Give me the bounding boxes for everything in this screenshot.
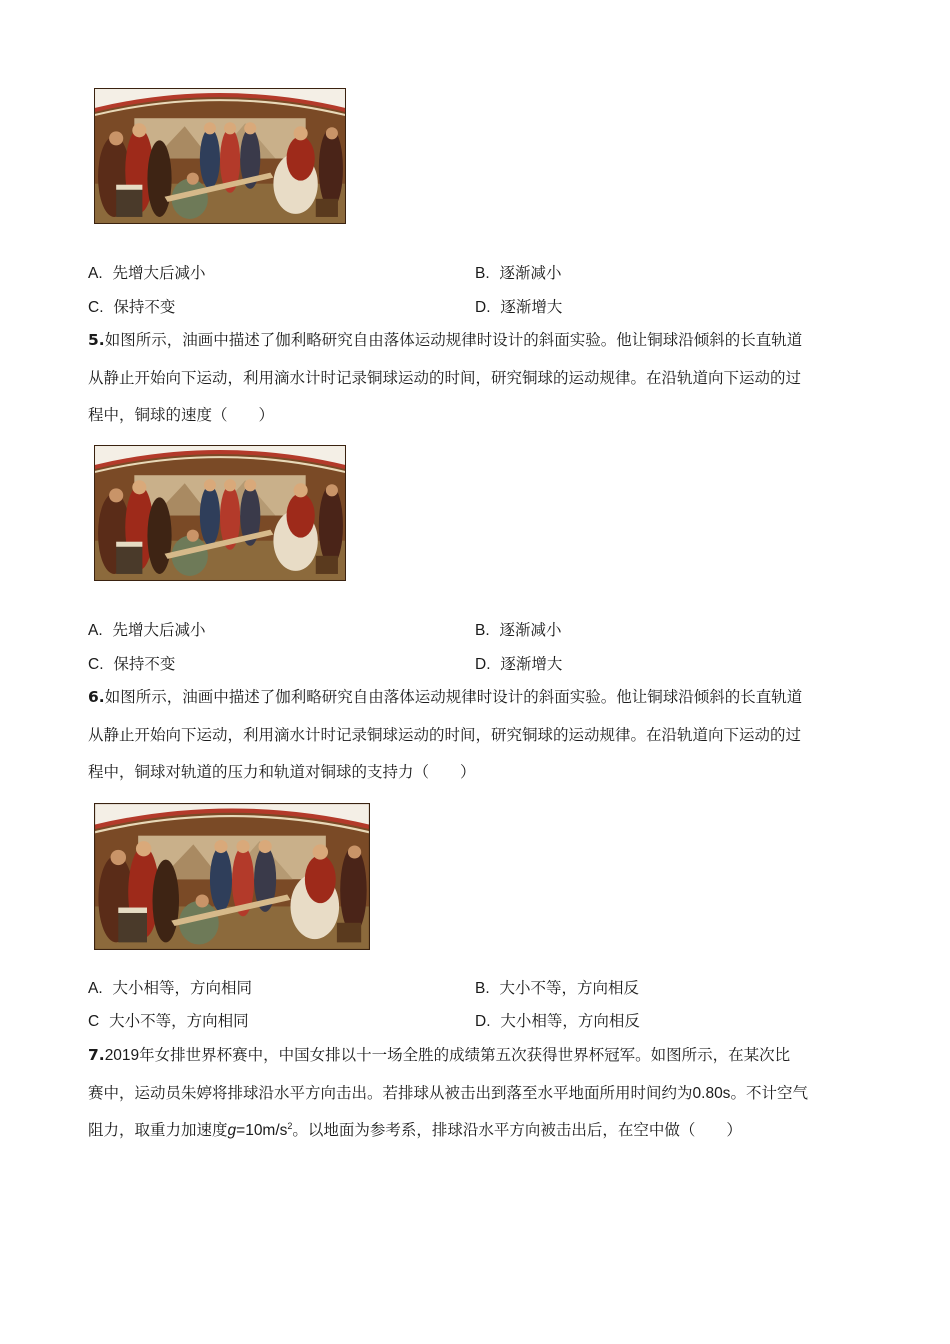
question-number: 6.: [88, 688, 105, 706]
option-text: 逐渐增大: [500, 655, 563, 673]
option-letter: C.: [88, 299, 104, 316]
q4-option-d: [475, 297, 562, 318]
q5-stem-line-3: 程中，铜球的速度（ ）: [88, 406, 275, 424]
q6-stem-line-2: 从静止开始向下运动，利用滴水计时记录铜球运动的时间，研究铜球的运动规律。在沿轨道向下运动的过: [88, 726, 802, 744]
question-text: 年女排世界杯赛中，中国女排以十一场全胜的成绩第五次获得世界杯冠军。如图所示，在某次比: [139, 1046, 791, 1064]
question-text: 。不计空气: [730, 1084, 808, 1102]
gravity-symbol: g: [227, 1122, 237, 1139]
option-text: 逐渐减小: [499, 621, 562, 639]
q5-option-d: [475, 654, 562, 675]
option-letter: A.: [88, 622, 103, 639]
option-letter: D.: [475, 1013, 491, 1030]
q5-stem-line-2: 从静止开始向下运动，利用滴水计时记录铜球运动的时间，研究铜球的运动规律。在沿轨道向下运动的过: [88, 369, 802, 387]
option-letter: B.: [475, 265, 490, 282]
q6-option-d: [475, 1011, 640, 1032]
painting-image-q6: [94, 803, 370, 950]
option-letter: C.: [88, 656, 104, 673]
option-letter: A.: [88, 980, 103, 997]
option-letter: D.: [475, 656, 491, 673]
question-number: 7.: [88, 1046, 105, 1064]
option-text: 大小相等，方向相同: [112, 979, 253, 997]
q5-option-b: [475, 620, 562, 641]
time-value: 0.80s: [692, 1085, 731, 1102]
question-text: 。以地面为参考系，排球沿水平方向被击出后，在空中做（ ）: [292, 1121, 742, 1139]
q6-option-b: [475, 978, 639, 999]
q5-option-c: [88, 654, 175, 675]
q6-stem-line-1: [88, 687, 802, 707]
option-letter: C: [88, 1013, 100, 1030]
option-text: 逐渐增大: [500, 298, 563, 316]
question-text: 赛中，运动员朱婷将排球沿水平方向击出。若排球从被击出到落至水平地面所用时间约为: [88, 1084, 693, 1102]
q5-option-a: [88, 620, 206, 641]
question-number: 5.: [88, 331, 105, 349]
option-text: 保持不变: [113, 655, 176, 673]
question-text: 如图所示，油画中描述了伽利略研究自由落体运动规律时设计的斜面实验。他让铜球沿倾斜的长直轨道: [104, 331, 803, 349]
q6-option-a: [88, 978, 252, 999]
q4-option-a: [88, 263, 206, 284]
question-text: 如图所示，油画中描述了伽利略研究自由落体运动规律时设计的斜面实验。他让铜球沿倾斜的长直轨道: [104, 688, 803, 706]
gravity-value: =10m/s: [236, 1122, 288, 1139]
year-value: 2019: [104, 1047, 140, 1064]
q6-option-c: [88, 1011, 249, 1032]
option-text: 先增大后减小: [112, 621, 206, 639]
option-letter: A.: [88, 265, 103, 282]
q7-stem-line-1: [88, 1045, 790, 1066]
option-text: 大小不等，方向相反: [499, 979, 640, 997]
option-text: 大小相等，方向相反: [500, 1012, 640, 1030]
option-letter: B.: [475, 980, 490, 997]
q7-stem-line-2: [88, 1083, 808, 1104]
painting-image-q4: [94, 88, 346, 224]
option-text: 大小不等，方向相同: [109, 1012, 249, 1030]
q4-option-c: [88, 297, 175, 318]
option-letter: B.: [475, 622, 490, 639]
q7-stem-line-3: [88, 1120, 742, 1141]
painting-image-q5: [94, 445, 346, 581]
exponent: 2: [287, 1121, 293, 1131]
option-text: 先增大后减小: [112, 264, 206, 282]
q6-stem-line-3: 程中，铜球对轨道的压力和轨道对铜球的支持力（ ）: [88, 763, 476, 781]
question-text: 阻力，取重力加速度: [88, 1121, 228, 1139]
q5-stem-line-1: [88, 330, 802, 350]
option-letter: D.: [475, 299, 491, 316]
option-text: 逐渐减小: [499, 264, 562, 282]
option-text: 保持不变: [113, 298, 176, 316]
q4-option-b: [475, 263, 562, 284]
